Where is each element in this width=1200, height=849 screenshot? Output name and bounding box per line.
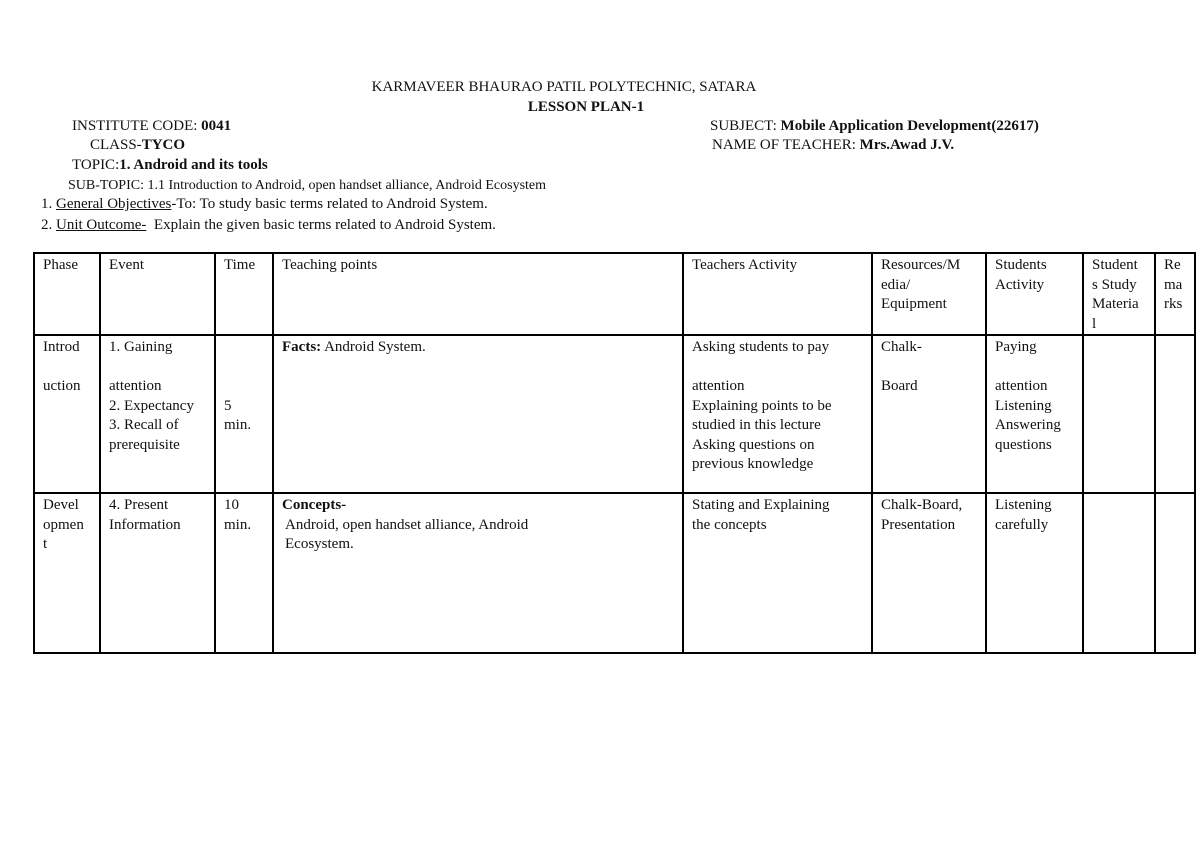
row1-time: 5 min. bbox=[215, 335, 273, 493]
row1-students-activity: Paying attention Listening Answering questions bbox=[986, 335, 1083, 493]
row1-teachers-activity: Asking students to pay attention Explaining points to be studied in this lecture Asking questions on previous knowledge bbox=[683, 335, 872, 493]
facts-text: Android System. bbox=[321, 339, 426, 355]
table-row-development bbox=[34, 493, 1195, 653]
row2-resources: Chalk-Board, Presentation bbox=[872, 493, 986, 653]
row2-time: 10 min. bbox=[215, 493, 273, 653]
general-objectives-text: -To: To study basic terms related to Android System. bbox=[171, 196, 488, 212]
lesson-plan-title: LESSON PLAN-1 bbox=[527, 99, 645, 115]
class-value: TYCO bbox=[141, 137, 186, 153]
row1-remarks bbox=[1155, 335, 1195, 493]
header-study-material: Student s Study Materia l bbox=[1083, 253, 1155, 335]
row1-event: 1. Gaining attention 2. Expectancy 3. Recall of prerequisite bbox=[100, 335, 215, 493]
header-resources: Resources/M edia/ Equipment bbox=[872, 253, 986, 335]
topic-info bbox=[72, 156, 268, 175]
header-teachers-activity: Teachers Activity bbox=[683, 253, 872, 335]
subject-value: Mobile Application Development(22617) bbox=[780, 118, 1039, 134]
unit-outcome-number: 2. bbox=[41, 217, 56, 233]
institute-code-value: 0041 bbox=[201, 118, 232, 134]
row2-remarks bbox=[1155, 493, 1195, 653]
header-event: Event bbox=[100, 253, 215, 335]
teacher-value: Mrs.Awad J.V. bbox=[859, 137, 955, 153]
general-objectives bbox=[41, 195, 488, 214]
class-info bbox=[90, 136, 185, 155]
teacher-info bbox=[712, 136, 954, 155]
row2-event: 4. Present Information bbox=[100, 493, 215, 653]
header-phase: Phase bbox=[34, 253, 100, 335]
unit-outcome bbox=[41, 216, 496, 235]
concepts-label: Concepts- bbox=[282, 497, 347, 513]
general-objectives-number: 1. bbox=[41, 196, 56, 212]
row2-teachers-activity: Stating and Explaining the concepts bbox=[683, 493, 872, 653]
subject-info bbox=[710, 117, 1039, 136]
header-time: Time bbox=[215, 253, 273, 335]
row1-teaching-points bbox=[273, 335, 683, 493]
teacher-label: NAME OF TEACHER: bbox=[712, 137, 860, 153]
header-remarks: Re ma rks bbox=[1155, 253, 1195, 335]
class-label: CLASS- bbox=[90, 137, 142, 153]
header-students-activity: Students Activity bbox=[986, 253, 1083, 335]
subject-label: SUBJECT: bbox=[710, 118, 781, 134]
row1-study-material bbox=[1083, 335, 1155, 493]
institute-code bbox=[72, 117, 231, 136]
unit-outcome-label: Unit Outcome- bbox=[56, 217, 147, 233]
facts-label: Facts: bbox=[282, 339, 322, 355]
institute-name: KARMAVEER BHAURAO PATIL POLYTECHNIC, SATARA bbox=[371, 79, 757, 95]
header-teaching-points: Teaching points bbox=[273, 253, 683, 335]
row2-phase: Devel opmen t bbox=[34, 493, 100, 653]
lesson-plan-table bbox=[33, 252, 1196, 654]
general-objectives-label: General Objectives bbox=[56, 196, 172, 212]
row1-resources: Chalk- Board bbox=[872, 335, 986, 493]
table-row-introduction bbox=[34, 335, 1195, 493]
row2-teaching-points: Concepts- Android, open handset alliance, Android Ecosystem. bbox=[273, 493, 683, 653]
subtopic: SUB-TOPIC: 1.1 Introduction to Android, open handset alliance, Android Ecosystem bbox=[68, 178, 547, 193]
topic-value: 1. Android and its tools bbox=[119, 157, 268, 173]
institute-code-label: INSTITUTE CODE: bbox=[72, 118, 202, 134]
unit-outcome-text: Explain the given basic terms related to Android System. bbox=[146, 217, 496, 233]
table-header-row bbox=[34, 253, 1195, 335]
row2-study-material bbox=[1083, 493, 1155, 653]
topic-label: TOPIC: bbox=[72, 157, 120, 173]
row2-students-activity: Listening carefully bbox=[986, 493, 1083, 653]
row1-phase: Introd uction bbox=[34, 335, 100, 493]
